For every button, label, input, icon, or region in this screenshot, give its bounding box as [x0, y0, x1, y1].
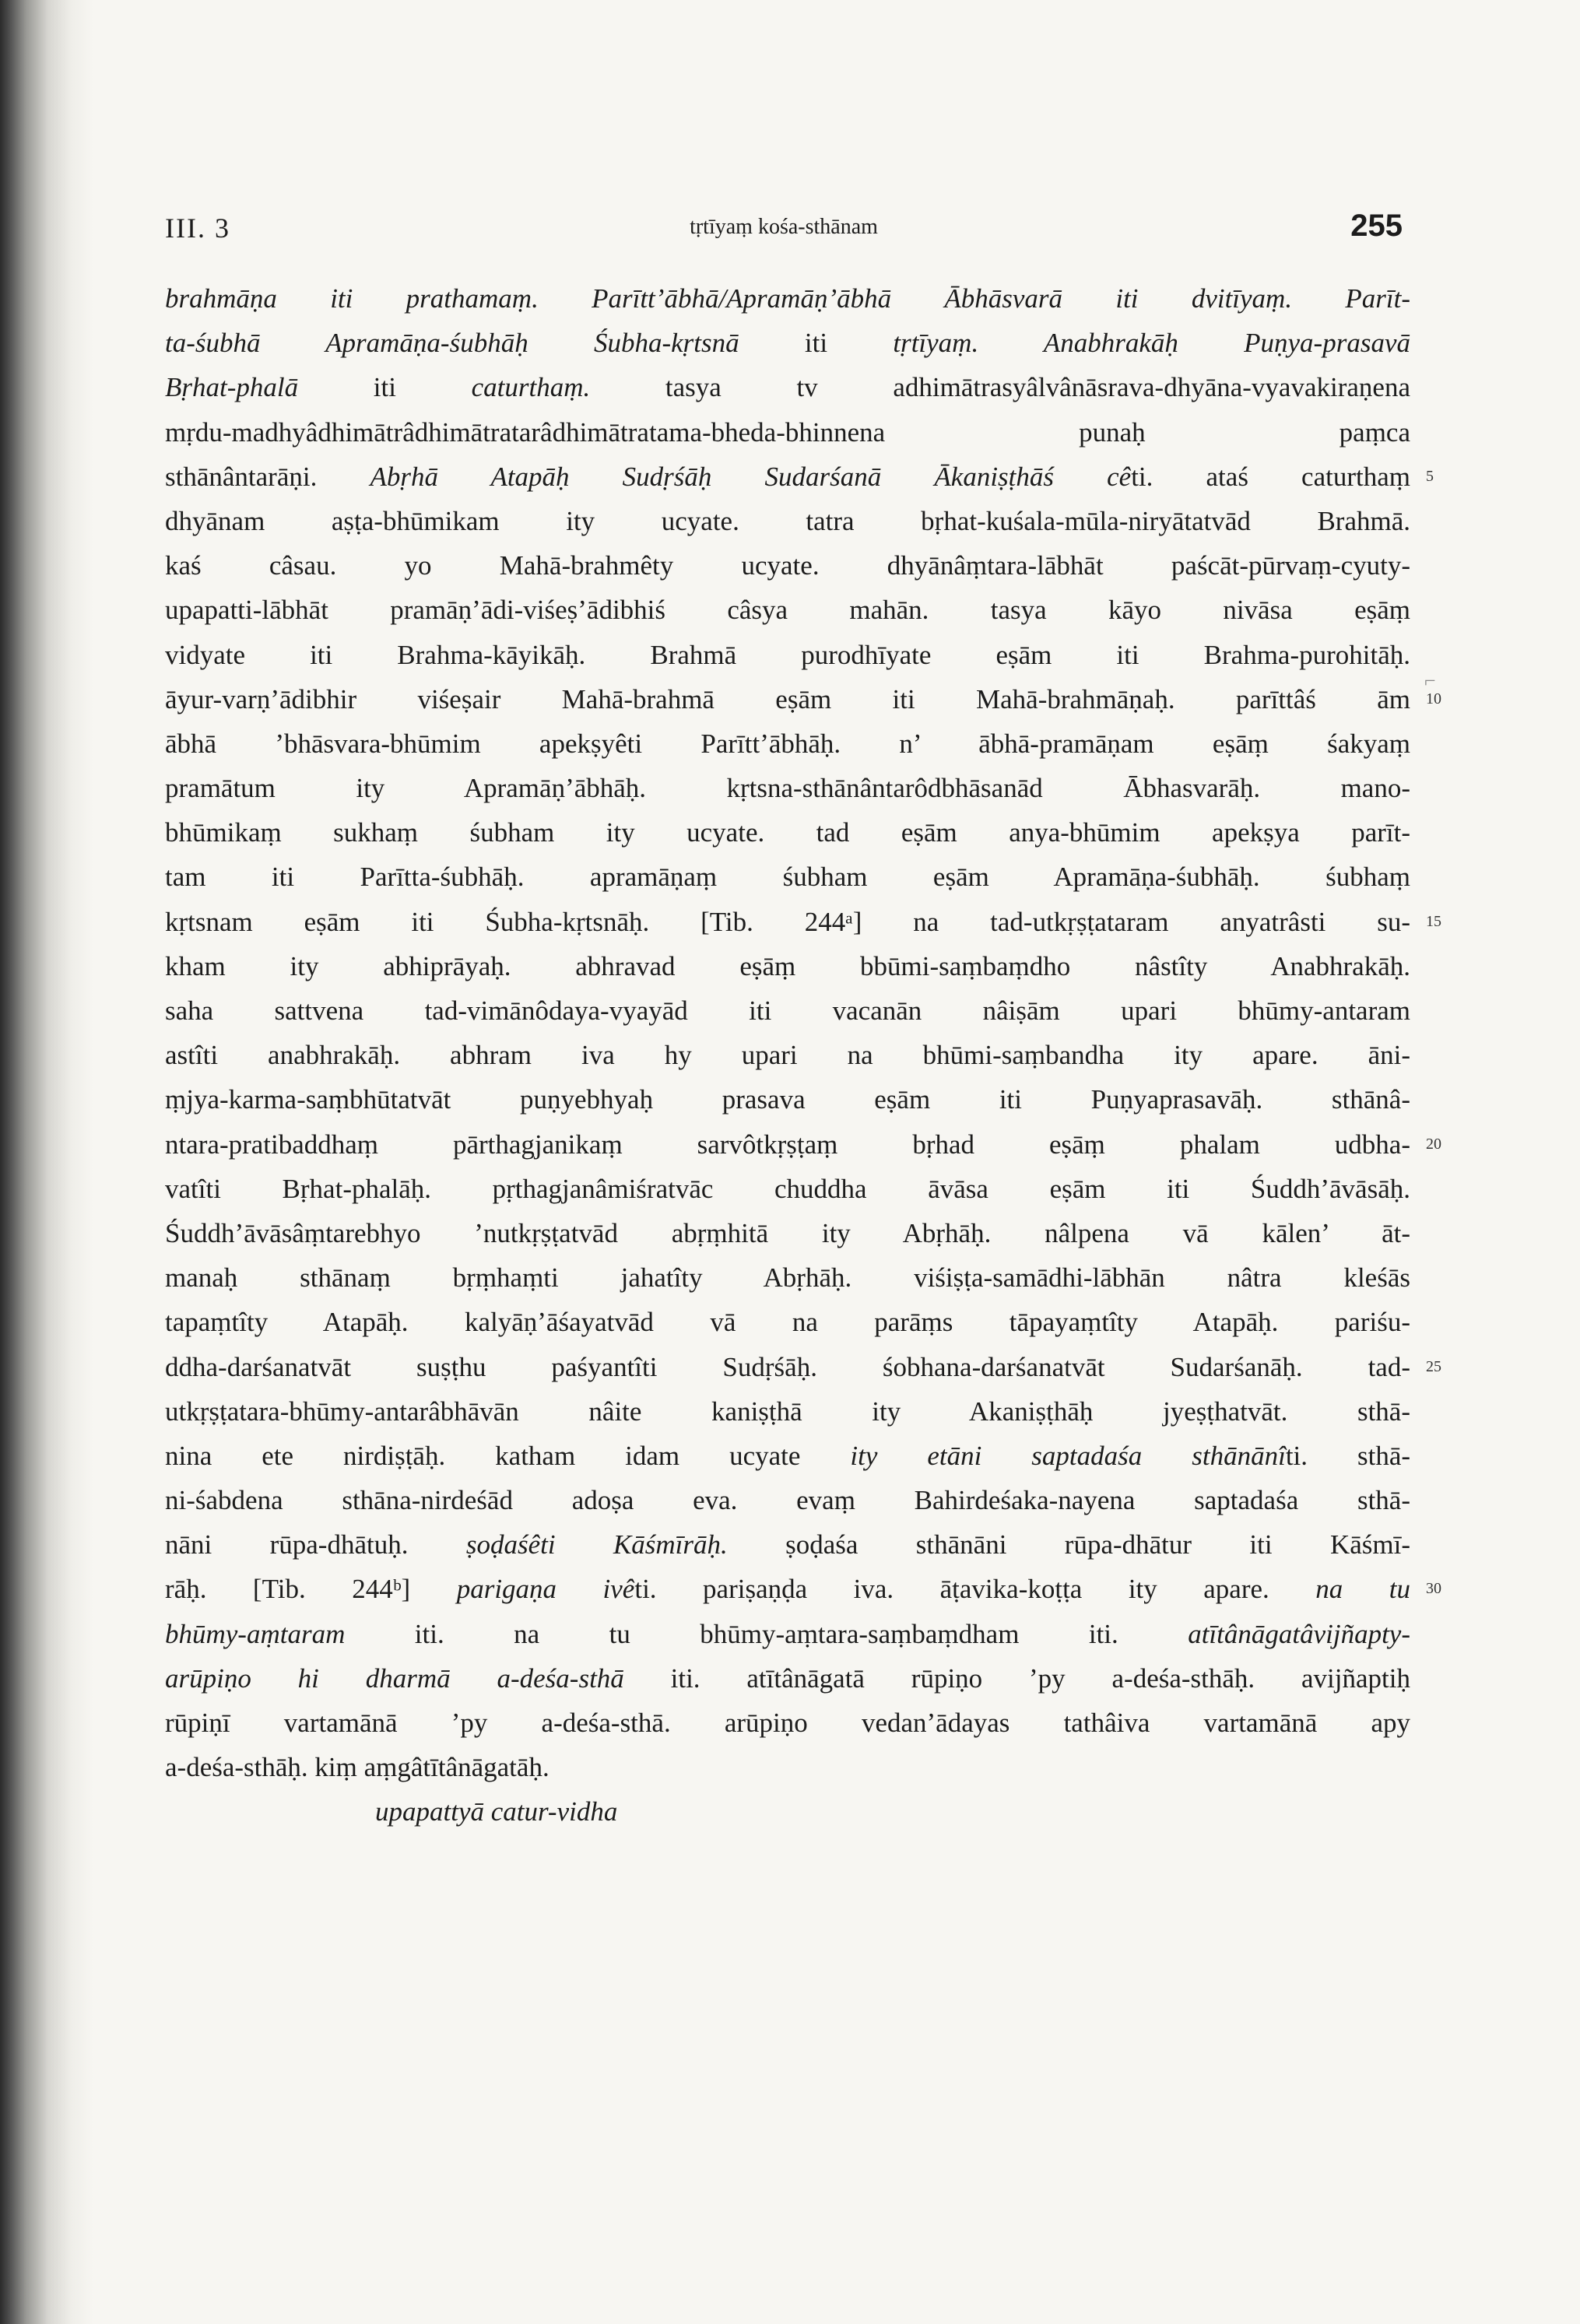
text-segment: manaḥ sthānaṃ bṛṃhaṃti jahatîty Abṛhāḥ. viśiṣṭa-samādhi-lābhān nâtra kleśās: [165, 1262, 1410, 1294]
text-segment: iti. na tu bhūmy-aṃtara-saṃbaṃdham iti.: [345, 1618, 1189, 1649]
text-line: [165, 1701, 1410, 1745]
italic-segment: parigaṇa ivê: [456, 1574, 635, 1605]
text-line: [165, 1567, 1441, 1611]
text-line: [165, 1612, 1410, 1656]
text-segment: nina ete nirdiṣṭāḥ. katham idam ucyate: [165, 1440, 851, 1471]
text-segment: bhūmikaṃ sukhaṃ śubham ity ucyate. tad eṣām anya-bhūmim apekṣya parīt-: [165, 817, 1410, 848]
text-segment: mṛdu-madhyâdhimātrâdhimātratarâdhimātratama-bheda-bhinnena punaḥ paṃca: [165, 416, 1410, 448]
margin-pencil-mark: ⌐: [1424, 669, 1436, 692]
line-number: 15: [1426, 912, 1441, 930]
text-line: [165, 1656, 1410, 1701]
text-line: [165, 321, 1410, 365]
text-segment: iti: [739, 328, 894, 359]
text-segment: iti. atītânāgatā rūpiṇo ’py a-deśa-sthāḥ. avijñaptiḥ: [623, 1662, 1410, 1694]
text-line: [165, 410, 1410, 455]
page-number: 255: [1350, 209, 1403, 243]
text-segment: ti. ataś caturthaṃ: [1131, 461, 1410, 492]
text-segment: vatîti Bṛhat-phalāḥ. pṛthagjanâmiśratvāc chuddha āvāsa eṣām iti Śuddh’āvāsāḥ.: [165, 1173, 1410, 1204]
line-number: 20: [1426, 1135, 1441, 1153]
text-segment: nāni rūpa-dhātuḥ.: [165, 1529, 466, 1560]
text-line: [165, 1211, 1410, 1255]
text-line: [165, 1300, 1410, 1344]
text-line: [165, 1122, 1441, 1167]
running-head: [165, 209, 1403, 255]
text-line: [165, 810, 1410, 855]
text-segment: ṃjya-karma-saṃbhūtatvāt puṇyebhyaḥ prasava eṣām iti Puṇyaprasavāḥ. sthānâ-: [165, 1084, 1410, 1115]
text-line: [165, 1434, 1410, 1478]
text-segment: tam iti Parītta-śubhāḥ. apramāṇaṃ śubham eṣām Apramāṇa-śubhāḥ. śubhaṃ: [165, 862, 1410, 893]
text-segment: ṣoḍaśa sthānāni rūpa-dhātur iti Kāśmī-: [727, 1529, 1410, 1560]
text-segment: upapatti-lābhāt pramāṇ’ādi-viśeṣ’ādibhiś câsya mahān. tasya kāyo nivāsa eṣāṃ: [165, 595, 1410, 626]
text-line: [165, 988, 1410, 1033]
text-line: [165, 766, 1410, 810]
text-line: [165, 1522, 1410, 1567]
text-segment: ti. sthā-: [1285, 1440, 1411, 1471]
text-line: [165, 1389, 1410, 1434]
text-segment: vidyate iti Brahma-kāyikāḥ. Brahmā purodhīyate eṣām iti Brahma-purohitāḥ.: [165, 639, 1410, 670]
italic-segment: na tu: [1315, 1574, 1410, 1605]
text-segment: kṛtsnam eṣām iti Śubha-kṛtsnāḥ. [Tib. 244ᵃ] na tad-utkṛṣṭataram anyatrâsti su-: [165, 906, 1410, 937]
text-line: [165, 1745, 1410, 1789]
text-segment: rūpiṇī vartamānā ’py a-deśa-sthā. arūpiṇo vedan’ādayas tathâiva vartamānā apy: [165, 1708, 1410, 1738]
text-line: [165, 455, 1434, 499]
italic-segment: bhūmy-aṃtaram: [165, 1618, 346, 1649]
text-line: [165, 633, 1410, 677]
book-spine-shadow: [0, 0, 93, 2324]
text-segment: dhyānam aṣṭa-bhūmikam ity ucyate. tatra bṛhat-kuśala-mūla-niryātatvād Brahmā.: [165, 505, 1410, 536]
text-segment: a-deśa-sthāḥ. kiṃ aṃgâtītânāgatāḥ.: [165, 1752, 549, 1783]
italic-segment: brahmāṇa iti prathamaṃ. Parītt’ābhā/Apramāṇ’ābhā Ābhāsvarā iti dvitīyaṃ. Parīt-: [165, 283, 1410, 314]
text-segment: rāḥ. [Tib. 244ᵇ]: [165, 1574, 457, 1605]
text-line: [165, 900, 1441, 944]
italic-segment: caturthaṃ.: [471, 372, 591, 403]
text-line: [165, 543, 1410, 588]
text-line: [165, 588, 1410, 632]
running-title: tṛtīyaṃ kośa-sthānam: [690, 215, 878, 239]
text-segment: tapaṃtîty Atapāḥ. kalyāṇ’āśayatvād vā na parāṃs tāpayaṃtîty Atapāḥ. pariśu-: [165, 1307, 1410, 1338]
text-segment: tasya tv adhimātrasyâlvânāsrava-dhyāna-vyavakiraṇena: [590, 372, 1410, 403]
text-segment: āyur-varṇ’ādibhir viśeṣair Mahā-brahmā eṣām iti Mahā-brahmāṇaḥ. parīttâś ām: [165, 683, 1410, 714]
text-line: [165, 677, 1441, 721]
text-segment: astîti anabhrakāḥ. abhram iva hy upari na bhūmi-saṃbandha ity apare. āni-: [165, 1040, 1410, 1071]
text-line: [165, 1167, 1410, 1211]
text-line: [165, 1255, 1410, 1300]
text-line: [165, 1345, 1441, 1389]
chapter-reference: III. 3: [165, 212, 230, 244]
text-line: [165, 276, 1410, 321]
text-segment: ddha-darśanatvāt suṣṭhu paśyantîti Sudṛśāḥ. śobhana-darśanatvāt Sudarśanāḥ. tad-: [165, 1351, 1410, 1382]
body-text: [165, 276, 1441, 1834]
text-line: [165, 1033, 1410, 1077]
text-segment: ni-śabdena sthāna-nirdeśād adoṣa eva. evaṃ Bahirdeśaka-nayena saptadaśa sthā-: [165, 1485, 1410, 1516]
italic-segment: tṛtīyaṃ. Anabhrakāḥ Puṇya-prasavā: [893, 328, 1410, 359]
text-line: [165, 855, 1410, 899]
italic-segment: ity etāni saptadaśa sthānānî: [850, 1440, 1286, 1471]
line-number: 10: [1426, 690, 1441, 707]
italic-segment: atītânāgatâvijñapty-: [1188, 1618, 1410, 1649]
text-line: [165, 365, 1410, 409]
text-segment: ābhā ’bhāsvara-bhūmim apekṣyêti Parītt’ābhāḥ. n’ ābhā-pramāṇam eṣāṃ śakyaṃ: [165, 728, 1410, 759]
line-number: 5: [1426, 467, 1434, 485]
text-line: [165, 1478, 1410, 1522]
text-line: [165, 721, 1410, 766]
italic-segment: ta-śubhā Apramāṇa-śubhāḥ Śubha-kṛtsnā: [165, 328, 739, 359]
text-segment: utkṛṣṭatara-bhūmy-antarâbhāvān nâite kaniṣṭhā ity Akaniṣṭhāḥ jyeṣṭhatvāt. sthā-: [165, 1395, 1410, 1427]
text-line: [165, 499, 1410, 543]
text-segment: sthānântarāṇi.: [165, 461, 370, 492]
text-segment: kham ity abhiprāyaḥ. abhravad eṣāṃ bbūmi-saṃbaṃdho nâstîty Anabhrakāḥ.: [165, 950, 1410, 981]
text-segment: ntara-pratibaddhaṃ pārthagjanikaṃ sarvôtkṛṣṭaṃ bṛhad eṣāṃ phalam udbha-: [165, 1129, 1410, 1160]
text-line: [165, 1077, 1410, 1122]
italic-segment: Bṛhat-phalā: [165, 372, 299, 403]
italic-segment: arūpiṇo hi dharmā a-deśa-sthā: [165, 1662, 624, 1694]
text-line: [165, 944, 1410, 988]
text-segment: ti. pariṣaṇḍa iva. āṭavika-koṭṭa ity apare.: [634, 1574, 1316, 1605]
text-segment: pramātum ity Apramāṇ’ābhāḥ. kṛtsna-sthānântarôdbhāsanād Ābhasvarāḥ. mano-: [165, 773, 1410, 804]
text-segment: saha sattvena tad-vimānôdaya-vyayād iti vacanān nâiṣām upari bhūmy-antaram: [165, 995, 1410, 1026]
text-segment: iti: [298, 372, 472, 403]
text-segment: kaś câsau. yo Mahā-brahmêty ucyate. dhyānâṃtara-lābhāt paścāt-pūrvaṃ-cyuty-: [165, 550, 1410, 581]
text-segment: Śuddh’āvāsâṃtarebhyo ’nutkṛṣṭatvād abṛṃhitā ity Abṛhāḥ. nâlpena vā kālen’ āt-: [165, 1217, 1410, 1248]
italic-segment: Abṛhā Atapāḥ Sudṛśāḥ Sudarśanā Ākaniṣṭhāś cê: [370, 461, 1132, 492]
line-number: 30: [1426, 1580, 1441, 1598]
line-number: 25: [1426, 1357, 1441, 1375]
italic-segment: ṣoḍaśêti Kāśmīrāḥ.: [465, 1529, 728, 1560]
verse-line: upapattyā catur-vidha: [375, 1796, 618, 1827]
